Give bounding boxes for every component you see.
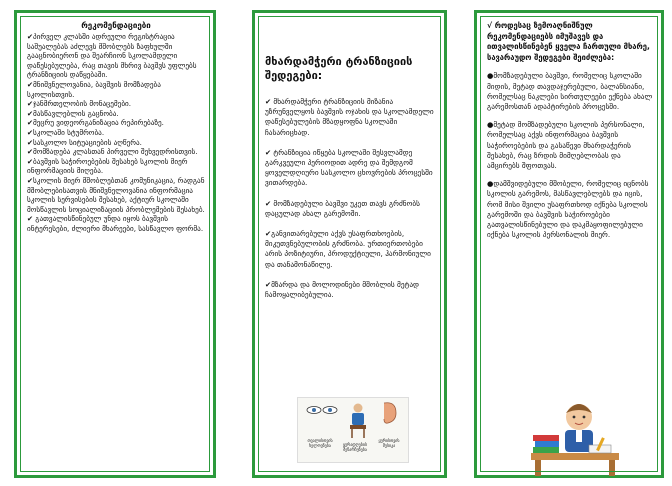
right-panel	[474, 10, 664, 478]
transition-results-title: მხარდამჭერი ტრანზიციის შედეგები:	[265, 55, 413, 82]
schoolboy-illustration	[529, 393, 621, 477]
illustration-label: ყურისთვის მუსიკა	[378, 438, 400, 448]
senses-illustration	[297, 397, 409, 463]
recommendations-body: ✔პირველ კლასში ადრეული რეგისტრაცია საშუალებას აძლევს მშობლებს ზაფხულში გააცნობიერონ და შეარჩიონ სკოლამდელი დაწესებულება, რაც თავის მხრივ ბავშვს უფლებს ტრანზიციის დაწყებაში. ✔მნიშვნელოვანია, ბავშვის მომზადება სკოლისთვის. ✔ჯანმრთელობის მონაცემები. ✔მასწავლებლის გაცნობა. ✔მეცრუ ვიდეორგანიზაცია რეპირებაზე. ✔სკოლაში სტუმრობა. ✔სასკოლო სიტუაციების აღწერა. ✔მომზადება კლასთან პირველი შეხვედრისთვის. ✔ბავშვის საჭიროებების შესახებ სკოლის მიერ ინფორმაციის მიღება. ✔სკოლის მიერ მშობლებთან კომუნიკაცია, რადგან მშობლებისათვის მნიშვნელოვანია ინფორმაცია სკოლის სერვისების შესახებ, აქტიურ სკოლაში მოსწავლის სოციალიზაციის პრობლემების შესახებ. ✔ გათვალისწინებულ უნდა იყოს ბავშვის ინტერესები, ძლიერი მხარეები, სასწავლო ფორმა.	[27, 32, 205, 233]
middle-panel	[252, 10, 447, 478]
expected-results-heading: √ როდესაც ზემოაღნიშნულ რეკომენდაციებს იმუშავეს და ითვალისწინებენ ყველა ჩართული მხარე, სავარაუდო შედეგები შეიძლება:	[487, 21, 650, 62]
transition-item: ✔ მხარდამჭერი ტრანზიციის მიზანია უზრუნველყოს ბავშვის ოჯახის და სკოლამდელი დაწესებულების მზადყოფნა სკოლაში ჩასარიცხად.	[265, 97, 434, 137]
result-item: ●მეტად მომზადებული სკოლის პერსონალი, რომელსაც აქვს ინფორმაცია ბავშვის საჭიროებების და გასაწევი მხარდაჭერის შესახებ, რაც ზრდის მიმღებლობას და ამცირებს შფოთვას.	[487, 120, 645, 170]
illustration-label: ყურადღების შენარჩუნება	[342, 442, 368, 452]
illustration-label: თვალისთვის ხელოვნება	[307, 438, 333, 448]
transition-item: ✔განვითარებული აქვს უსაფრთხოების, მიკუთვნებულობის გრძნობა. ურთიერთობები არის პოზიტიური, პროდუქტიული, ჰარმონიული და თანამონაწილე.	[265, 229, 431, 269]
transition-item: ✔ მომზადებული ბავშვი უკეთ თავს გრძნობს დაცულად ახალ გარემოში.	[265, 198, 420, 218]
left-panel	[14, 10, 216, 478]
result-item: ●დამშვიდებული მშობელი, რომელიც იცნობს სკოლის გარემოს, მასწავლებლებს და იცის, რომ მისი შვილი უსაფრთხოდ იქნება სკოლის გარემოში და ბავშვის საჭიროებები გათვალისწინებული და დაკმაყოფილებული იქნება სკოლის პერსონალის მიერ.	[487, 179, 649, 240]
transition-item: ✔ ტრანზიცია იწყება სკოლაში შესვლამდე გარკვეული პერიოდით ადრე და შემდგომ ყოველდღიური სასკოლო ცხოვრების პროცესში ვითარდება.	[265, 147, 433, 188]
result-item: ●მომზადებული ბავშვი, რომელიც სკოლაში მიდის, მეტად თავდაჯერებული, ბალანსიანი, რომელსაც ნაკლები სირთულეები ექნება ახალ გარემოსთან ადაპტირების პროცესში.	[487, 71, 653, 111]
transition-item: ✔მზარდა და მოლოდინები მშობლის მეტად ჩამოყალიბებულია.	[265, 279, 420, 300]
recommendations-title: რეკომენდაციები	[81, 21, 151, 30]
